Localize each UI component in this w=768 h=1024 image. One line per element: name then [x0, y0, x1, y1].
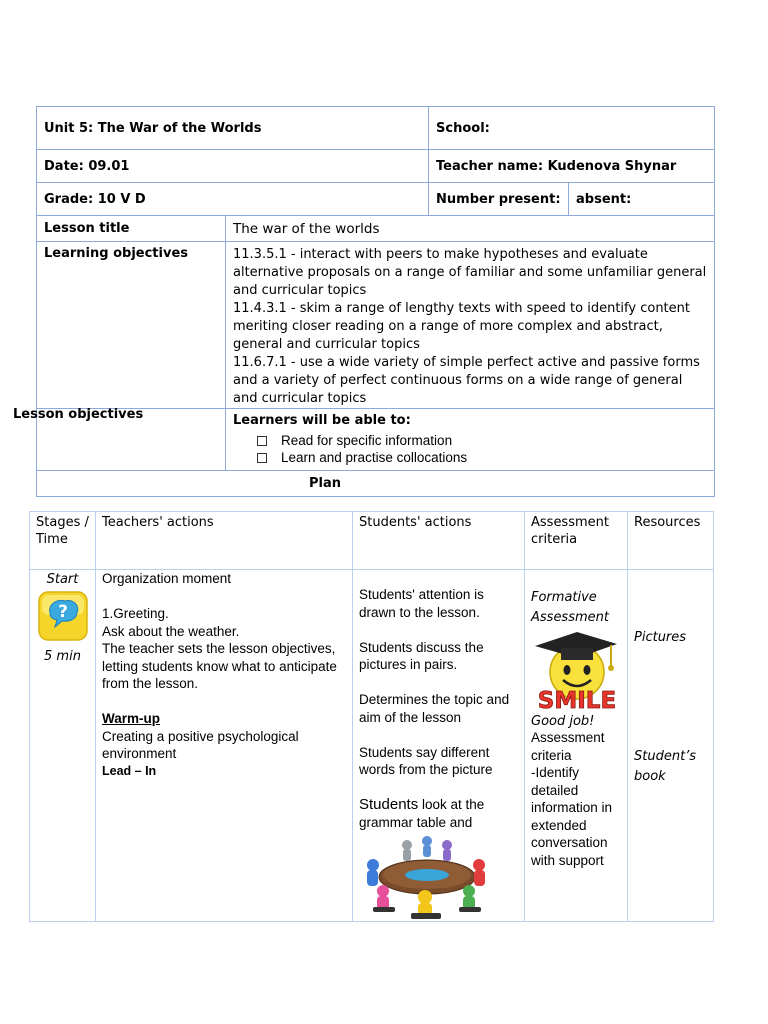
- lesson-title-value: The war of the worlds: [226, 216, 715, 242]
- smile-word: SMILE: [537, 688, 617, 714]
- students-discuss: Students discuss the pictures in pairs.: [359, 639, 484, 672]
- learning-objective: 11.6.7.1 - use a wide variety of simple perfect active and passive forms and a variety of perfect continuous forms on a wide range of general and curricular topics: [233, 355, 700, 406]
- lesson-objectives-content: [226, 409, 715, 471]
- determines-topic: Determines the topic and aim of the lesson: [359, 692, 510, 725]
- objective-item: [233, 432, 707, 449]
- weather: Ask about the weather.: [102, 623, 240, 639]
- stage-time: 5 min: [44, 649, 81, 664]
- stages-header: Stages / Time: [30, 512, 96, 570]
- learning-objective: 11.3.5.1 - interact with peers to make hypotheses and evaluate alternative proposals on a range of familiar and some unfamiliar general and curricular topics: [233, 247, 707, 298]
- greeting: 1.Greeting.: [102, 606, 169, 621]
- teachers-header: Teachers' actions: [96, 512, 353, 570]
- stage-name: Start: [46, 572, 79, 587]
- checkbox-icon: [257, 436, 267, 446]
- warmup-heading: Warm-up: [102, 711, 160, 726]
- resource-students-book: Student’s book: [634, 749, 697, 784]
- assessment-criteria-text: -Identify detailed information in extended conversation with support: [531, 765, 613, 868]
- objective-item: [233, 449, 707, 466]
- absent-label: absent:: [569, 183, 715, 216]
- lesson-title-label: Lesson title: [37, 216, 226, 242]
- formative-assessment: Formative Assessment: [531, 590, 609, 625]
- students-actions-cell: [353, 570, 525, 922]
- resources-cell: [628, 570, 714, 922]
- svg-text:?: ?: [57, 602, 68, 622]
- students-header: Students' actions: [353, 512, 525, 570]
- objective-text: Learn and practise collocations: [281, 450, 468, 465]
- round-table-illustration: [359, 835, 499, 921]
- resources-header: Resources: [628, 512, 714, 570]
- question-icon: [38, 591, 88, 641]
- assessment-header: Assessment criteria: [525, 512, 628, 570]
- plan-heading: Plan: [37, 471, 715, 497]
- students-look: [359, 796, 518, 831]
- learning-objectives-label: Learning objectives: [37, 242, 226, 409]
- students-attention: Students' attention is drawn to the lesson.: [359, 587, 484, 620]
- smile-graduate-image: [531, 628, 619, 716]
- lesson-header-table: [36, 106, 715, 497]
- learning-objective: 11.4.3.1 - skim a range of lengthy texts with speed to identify content meriting closer reading on a range of more complex and abstract, general and curricular topics: [233, 301, 690, 352]
- good-job: Good job!: [531, 714, 595, 729]
- objective-text: Read for specific information: [281, 433, 453, 448]
- grade-field: Grade: 10 V D: [37, 183, 429, 216]
- date-field: Date: 09.01: [37, 150, 429, 183]
- teacher-name: Teacher name: Kudenova Shynar: [429, 150, 715, 183]
- learners-able-label: Learners will be able to:: [233, 413, 411, 428]
- assessment-cell: [525, 570, 628, 922]
- lead-in: Lead – In: [102, 763, 157, 778]
- students-look-b: look at the grammar table and: [359, 797, 485, 830]
- org-moment: Organization moment: [102, 571, 232, 586]
- students-look-a: Students: [359, 796, 419, 813]
- creating-environment: Creating a positive psychological environment: [102, 728, 299, 761]
- checkbox-icon: [257, 453, 267, 463]
- sets-objectives: The teacher sets the lesson objectives, letting students know what to anticipate from the lesson.: [102, 641, 337, 691]
- lesson-objectives-label: Lesson objectives: [13, 407, 144, 422]
- plan-table: [29, 511, 714, 922]
- resource-pictures: Pictures: [634, 630, 687, 645]
- assessment-criteria-label: Assessment criteria: [531, 730, 605, 763]
- stage-cell: [30, 570, 96, 922]
- unit-title: Unit 5: The War of the Worlds: [37, 107, 429, 150]
- school-label: School:: [429, 107, 715, 150]
- number-present-label: Number present:: [429, 183, 569, 216]
- teachers-actions-cell: [96, 570, 353, 922]
- learning-objectives-list: [226, 242, 715, 409]
- students-say: Students say different words from the picture: [359, 744, 493, 777]
